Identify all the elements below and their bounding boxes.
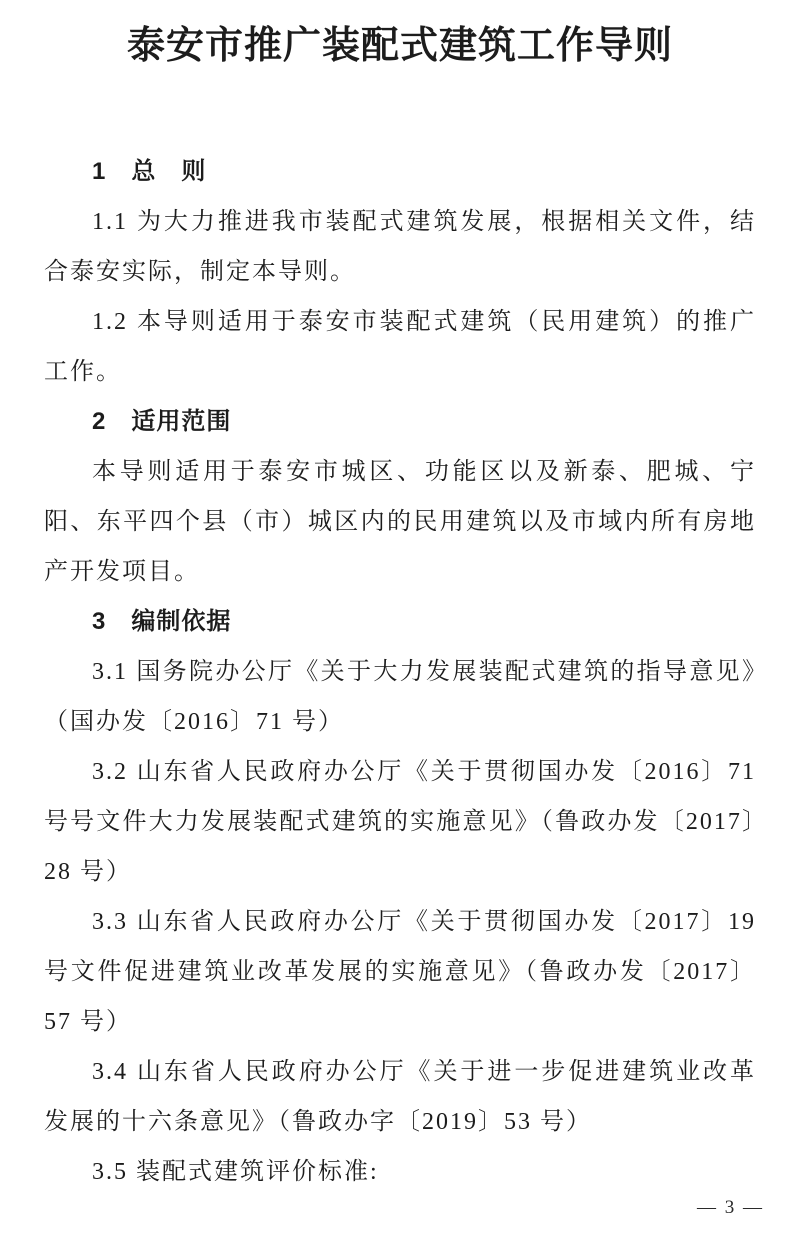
- section-1-heading: 1 总 则: [92, 158, 207, 185]
- paragraph-1-1: 1.1 为大力推进我市装配式建筑发展，根据相关文件，结合泰安实际，制定本导则。: [44, 209, 756, 285]
- page-number: — 3 —: [697, 1197, 764, 1218]
- document-title: 泰安市推广装配式建筑工作导则: [126, 25, 673, 67]
- document-body: [44, 147, 756, 1197]
- paragraph-3-5: 3.5 装配式建筑评价标准:: [92, 1159, 379, 1185]
- paragraph-2-1: 本导则适用于泰安市城区、功能区以及新泰、肥城、宁阳、东平四个县（市）城区内的民用建筑以及市域内所有房地产开发项目。: [44, 459, 756, 585]
- paragraph-3-1: 3.1 国务院办公厅《关于大力发展装配式建筑的指导意见》（国办发〔2016〕71 号）: [44, 659, 756, 735]
- paragraph-1-2: 1.2 本导则适用于泰安市装配式建筑（民用建筑）的推广工作。: [44, 309, 756, 385]
- paragraph-3-4: 3.4 山东省人民政府办公厅《关于进一步促进建筑业改革发展的十六条意见》（鲁政办字〔2019〕53 号）: [44, 1059, 756, 1135]
- paragraph-3-2: 3.2 山东省人民政府办公厅《关于贯彻国办发〔2016〕71 号号文件大力发展装配式建筑的实施意见》（鲁政办发〔2017〕28 号）: [44, 759, 756, 885]
- section-2-heading: 2 适用范围: [92, 408, 232, 435]
- section-3-heading: 3 编制依据: [92, 608, 232, 635]
- paragraph-3-3: 3.3 山东省人民政府办公厅《关于贯彻国办发〔2017〕19 号文件促进建筑业改革发展的实施意见》（鲁政办发〔2017〕57 号）: [44, 909, 756, 1035]
